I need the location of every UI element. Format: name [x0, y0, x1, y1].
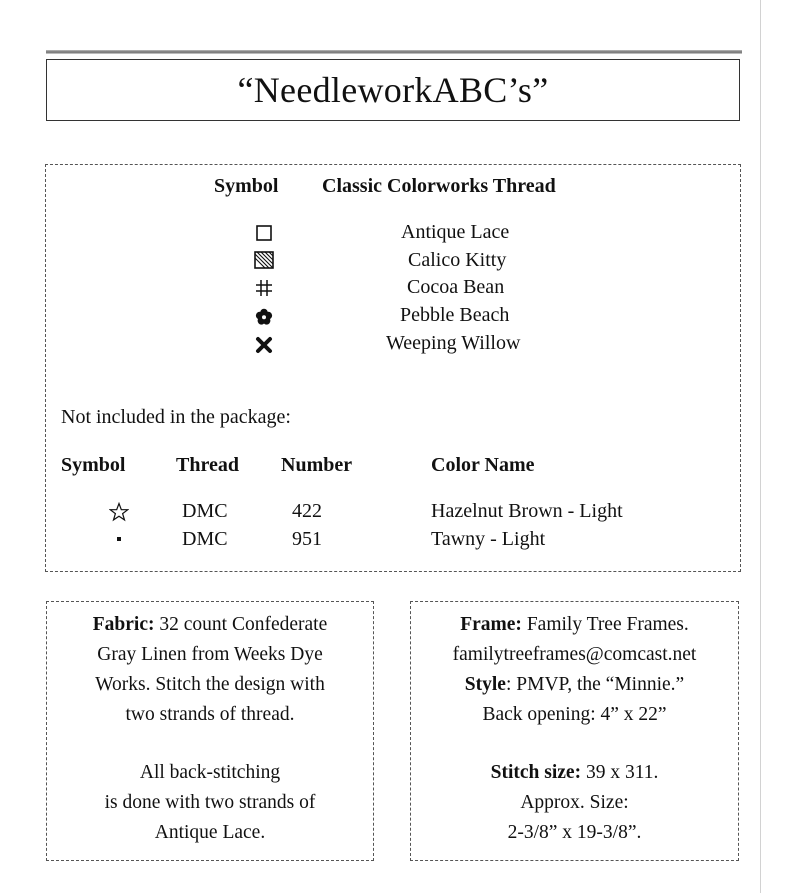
thread-column-header: Thread — [176, 454, 239, 476]
thread-name: Calico Kitty — [408, 249, 507, 271]
symbol-column-header: Symbol — [61, 454, 126, 476]
hash-icon — [254, 278, 274, 298]
thread-name: Cocoa Bean — [407, 276, 505, 298]
frame-line — [411, 610, 738, 640]
thread-number: 951 — [292, 528, 322, 550]
back-opening: Back opening: 4” x 22” — [482, 704, 667, 725]
thread-number: 422 — [292, 500, 322, 522]
thread-key-box — [45, 164, 741, 572]
frame-value: Family Tree Frames. — [521, 614, 689, 635]
star-outline-icon — [109, 502, 129, 522]
hatched-square-icon — [254, 250, 274, 270]
title-box — [46, 59, 740, 121]
fabric-line: two strands of thread. — [125, 704, 295, 725]
thread-name: Weeping Willow — [386, 332, 521, 354]
stitch-size-label: Stitch size: — [490, 762, 582, 783]
frame-label: Frame: — [460, 614, 522, 635]
color-name: Tawny - Light — [431, 528, 546, 550]
approx-size-value: 2-3/8” x 19-3/8”. — [507, 822, 642, 843]
number-column-header: Number — [281, 454, 353, 476]
thread-brand: DMC — [182, 500, 228, 522]
style-line — [411, 670, 738, 700]
approx-size-label: Approx. Size: — [520, 792, 629, 813]
stitch-size-line — [411, 758, 738, 788]
style-label: Style — [464, 674, 506, 695]
fabric-line: Gray Linen from Weeks Dye — [97, 644, 323, 665]
style-value: : PMVP, the “Minnie.” — [505, 674, 685, 695]
frame-box — [410, 601, 739, 861]
small-square-icon — [109, 529, 129, 549]
fabric-line — [47, 610, 373, 640]
backstitch-line: All back-stitching — [139, 762, 281, 783]
x-cross-icon — [254, 335, 274, 355]
not-included-label: Not included in the package: — [61, 406, 291, 428]
top-rule — [46, 50, 742, 54]
open-square-icon — [254, 223, 274, 243]
fabric-box — [46, 601, 374, 861]
thread-name: Antique Lace — [401, 221, 510, 243]
flower-icon — [254, 307, 274, 327]
thread-brand: DMC — [182, 528, 228, 550]
classic-thread-header: Classic Colorworks Thread — [322, 175, 556, 197]
symbol-header: Symbol — [214, 175, 279, 197]
stitch-size-value: 39 x 311. — [581, 762, 659, 783]
backstitch-line: is done with two strands of — [104, 792, 316, 813]
fabric-label: Fabric: — [92, 614, 155, 635]
backstitch-line: Antique Lace. — [154, 822, 266, 843]
color-name: Hazelnut Brown - Light — [431, 500, 623, 522]
color-name-column-header: Color Name — [431, 454, 535, 476]
fabric-line: Works. Stitch the design with — [95, 674, 325, 695]
frame-email: familytreeframes@comcast.net — [452, 644, 697, 665]
thread-name: Pebble Beach — [400, 304, 510, 326]
fabric-count: 32 count Confederate — [154, 614, 328, 635]
page-title: “NeedleworkABC’s” — [237, 70, 549, 110]
right-edge-line — [760, 0, 761, 893]
